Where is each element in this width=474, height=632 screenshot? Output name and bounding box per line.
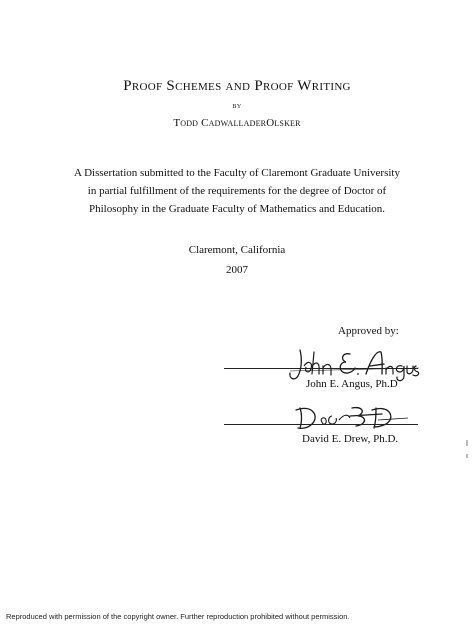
submission-year: 2007	[226, 264, 248, 276]
signatory-name: John E. Angus, Ph.D	[306, 378, 398, 390]
by-label: by	[232, 100, 242, 110]
signature-line	[224, 368, 418, 369]
handwritten-signature-drew	[292, 402, 412, 432]
signatory-name: David E. Drew, Ph.D.	[302, 433, 399, 445]
statement-line: A Dissertation submitted to the Faculty of Claremont Graduate University	[74, 167, 400, 179]
document-title: Proof Schemes and Proof Writing	[123, 78, 351, 94]
institution-location: Claremont, California	[188, 244, 286, 256]
statement-line: in partial fulfillment of the requirements for the degree of Doctor of	[87, 185, 387, 197]
copyright-notice: Reproduced with permission of the copyright owner. Further reproduction prohibited without permission.	[6, 612, 350, 621]
author-name: Todd CadwalladerOlsker	[173, 117, 301, 129]
approved-by-label: Approved by:	[338, 325, 399, 337]
scan-mark	[466, 454, 468, 458]
dissertation-statement	[40, 164, 434, 218]
signature-line	[224, 424, 418, 425]
statement-line: Philosophy in the Graduate Faculty of Mathematics and Education.	[88, 203, 386, 215]
scan-mark	[466, 440, 468, 446]
